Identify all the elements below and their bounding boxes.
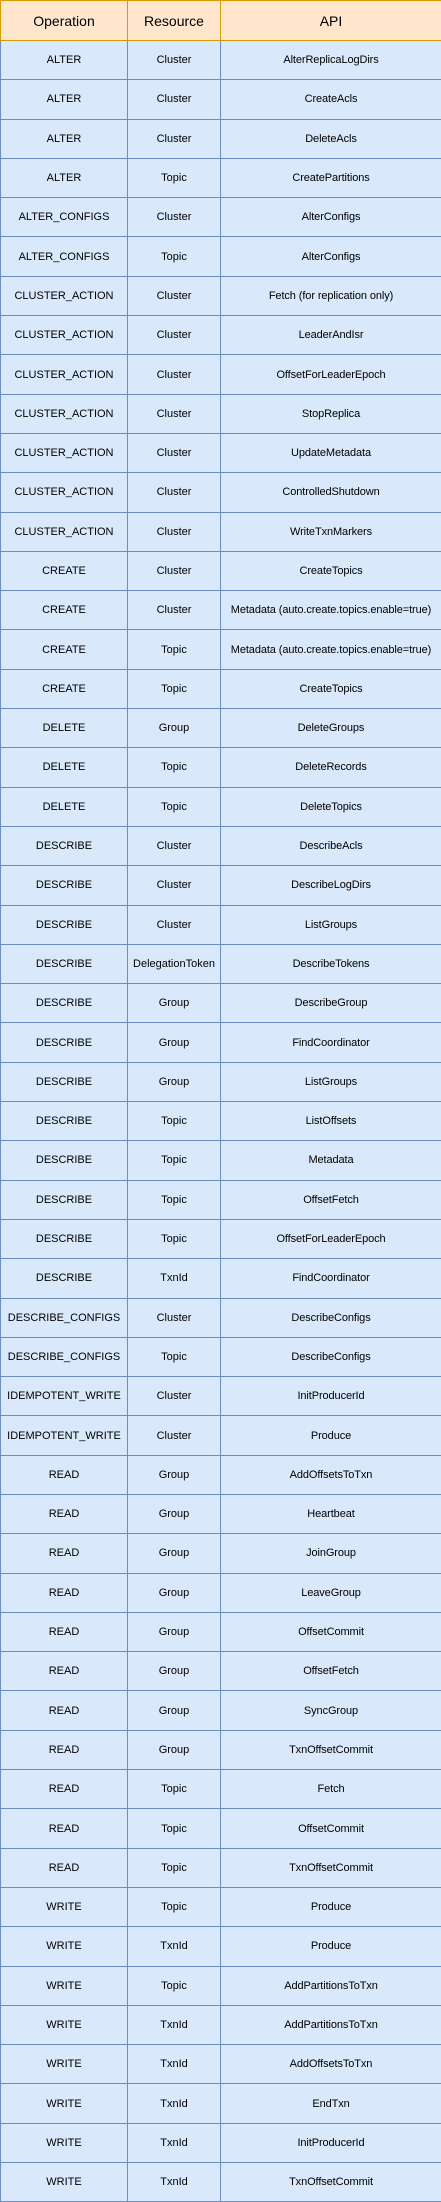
- resource-cell: Topic: [128, 1770, 221, 1809]
- api-cell: LeaveGroup: [221, 1573, 441, 1612]
- api-cell: OffsetCommit: [221, 1809, 441, 1848]
- table-row: [1, 1102, 441, 1141]
- table-row: [1, 1887, 441, 1926]
- api-cell: DescribeLogDirs: [221, 866, 441, 905]
- api-cell: InitProducerId: [221, 1377, 441, 1416]
- api-cell: DeleteAcls: [221, 119, 441, 158]
- table-row: [1, 1023, 441, 1062]
- table-row: [1, 198, 441, 237]
- operation-cell: CLUSTER_ACTION: [1, 316, 128, 355]
- operation-cell: CLUSTER_ACTION: [1, 355, 128, 394]
- operation-cell: DESCRIBE: [1, 1180, 128, 1219]
- operation-cell: CLUSTER_ACTION: [1, 433, 128, 472]
- table-row: [1, 1573, 441, 1612]
- operation-cell: DESCRIBE: [1, 1062, 128, 1101]
- resource-cell: Topic: [128, 787, 221, 826]
- operation-cell: READ: [1, 1730, 128, 1769]
- table-row: [1, 1062, 441, 1101]
- table-row: [1, 905, 441, 944]
- table-row: [1, 944, 441, 983]
- resource-cell: Group: [128, 1023, 221, 1062]
- resource-cell: Topic: [128, 1337, 221, 1376]
- resource-cell: TxnId: [128, 1927, 221, 1966]
- api-cell: CreateAcls: [221, 80, 441, 119]
- operation-cell: READ: [1, 1573, 128, 1612]
- resource-cell: Cluster: [128, 473, 221, 512]
- resource-cell: Topic: [128, 1966, 221, 2005]
- resource-cell: Topic: [128, 1887, 221, 1926]
- table-row: [1, 433, 441, 472]
- resource-cell: Cluster: [128, 551, 221, 590]
- resource-cell: Group: [128, 984, 221, 1023]
- api-cell: ListGroups: [221, 905, 441, 944]
- table-row: [1, 394, 441, 433]
- api-cell: AddPartitionsToTxn: [221, 2005, 441, 2044]
- operation-cell: WRITE: [1, 1966, 128, 2005]
- api-cell: DeleteRecords: [221, 748, 441, 787]
- header-api: API: [221, 1, 441, 41]
- operation-cell: ALTER: [1, 41, 128, 80]
- table-row: [1, 1416, 441, 1455]
- operation-cell: CLUSTER_ACTION: [1, 276, 128, 315]
- operation-cell: ALTER_CONFIGS: [1, 198, 128, 237]
- operation-cell: WRITE: [1, 2123, 128, 2162]
- header-row: [1, 1, 441, 41]
- resource-cell: Group: [128, 1534, 221, 1573]
- api-cell: AddPartitionsToTxn: [221, 1966, 441, 2005]
- table-row: [1, 2123, 441, 2162]
- operation-cell: DESCRIBE: [1, 1141, 128, 1180]
- resource-cell: Cluster: [128, 355, 221, 394]
- api-cell: AddOffsetsToTxn: [221, 2045, 441, 2084]
- table-row: [1, 591, 441, 630]
- operation-cell: ALTER: [1, 158, 128, 197]
- resource-cell: Group: [128, 1612, 221, 1651]
- resource-cell: Group: [128, 709, 221, 748]
- api-cell: DescribeConfigs: [221, 1298, 441, 1337]
- operation-cell: DELETE: [1, 709, 128, 748]
- table-row: [1, 1141, 441, 1180]
- table-header: [1, 1, 441, 41]
- resource-cell: Group: [128, 1062, 221, 1101]
- operation-cell: READ: [1, 1612, 128, 1651]
- table-row: [1, 826, 441, 865]
- table-row: [1, 1298, 441, 1337]
- resource-cell: Cluster: [128, 394, 221, 433]
- operation-cell: READ: [1, 1534, 128, 1573]
- resource-cell: Cluster: [128, 80, 221, 119]
- api-cell: DescribeGroup: [221, 984, 441, 1023]
- table-row: [1, 1534, 441, 1573]
- operation-cell: DESCRIBE: [1, 826, 128, 865]
- table-row: [1, 984, 441, 1023]
- operation-cell: READ: [1, 1848, 128, 1887]
- table-row: [1, 41, 441, 80]
- resource-cell: Cluster: [128, 591, 221, 630]
- resource-cell: Topic: [128, 158, 221, 197]
- api-cell: DescribeAcls: [221, 826, 441, 865]
- table-row: [1, 1848, 441, 1887]
- api-cell: TxnOffsetCommit: [221, 2163, 441, 2202]
- api-cell: AlterReplicaLogDirs: [221, 41, 441, 80]
- operation-cell: CREATE: [1, 669, 128, 708]
- resource-cell: Topic: [128, 669, 221, 708]
- table-row: [1, 1730, 441, 1769]
- resource-cell: Cluster: [128, 1377, 221, 1416]
- api-cell: ControlledShutdown: [221, 473, 441, 512]
- api-cell: EndTxn: [221, 2084, 441, 2123]
- resource-cell: Cluster: [128, 433, 221, 472]
- api-cell: OffsetForLeaderEpoch: [221, 1219, 441, 1258]
- operation-cell: CLUSTER_ACTION: [1, 512, 128, 551]
- table-row: [1, 1770, 441, 1809]
- operation-cell: DESCRIBE: [1, 1023, 128, 1062]
- operation-cell: DESCRIBE: [1, 944, 128, 983]
- api-cell: OffsetForLeaderEpoch: [221, 355, 441, 394]
- resource-cell: Cluster: [128, 276, 221, 315]
- resource-cell: Cluster: [128, 905, 221, 944]
- api-cell: DeleteTopics: [221, 787, 441, 826]
- api-cell: Fetch (for replication only): [221, 276, 441, 315]
- resource-cell: TxnId: [128, 2163, 221, 2202]
- header-operation: Operation: [1, 1, 128, 41]
- table-row: [1, 119, 441, 158]
- api-cell: Produce: [221, 1416, 441, 1455]
- operation-cell: CLUSTER_ACTION: [1, 473, 128, 512]
- resource-cell: Cluster: [128, 1298, 221, 1337]
- operation-cell: CLUSTER_ACTION: [1, 394, 128, 433]
- resource-cell: Cluster: [128, 866, 221, 905]
- operation-cell: WRITE: [1, 1887, 128, 1926]
- resource-cell: TxnId: [128, 2084, 221, 2123]
- table-row: [1, 512, 441, 551]
- table-row: [1, 630, 441, 669]
- operation-cell: CREATE: [1, 591, 128, 630]
- table-row: [1, 80, 441, 119]
- table-row: [1, 1377, 441, 1416]
- api-cell: AddOffsetsToTxn: [221, 1455, 441, 1494]
- resource-cell: Cluster: [128, 1416, 221, 1455]
- resource-cell: Topic: [128, 1848, 221, 1887]
- operation-cell: CREATE: [1, 551, 128, 590]
- resource-cell: Cluster: [128, 119, 221, 158]
- resource-cell: Topic: [128, 1180, 221, 1219]
- operation-cell: DESCRIBE_CONFIGS: [1, 1337, 128, 1376]
- api-cell: JoinGroup: [221, 1534, 441, 1573]
- resource-cell: Cluster: [128, 41, 221, 80]
- api-cell: AlterConfigs: [221, 237, 441, 276]
- api-cell: LeaderAndIsr: [221, 316, 441, 355]
- api-cell: UpdateMetadata: [221, 433, 441, 472]
- operation-cell: READ: [1, 1455, 128, 1494]
- resource-cell: Topic: [128, 1809, 221, 1848]
- api-cell: OffsetCommit: [221, 1612, 441, 1651]
- operation-cell: DESCRIBE: [1, 984, 128, 1023]
- api-cell: TxnOffsetCommit: [221, 1730, 441, 1769]
- resource-cell: Cluster: [128, 316, 221, 355]
- table-row: [1, 551, 441, 590]
- api-cell: AlterConfigs: [221, 198, 441, 237]
- table-row: [1, 2163, 441, 2202]
- table-row: [1, 158, 441, 197]
- table-row: [1, 1691, 441, 1730]
- api-cell: Heartbeat: [221, 1494, 441, 1533]
- table-row: [1, 1494, 441, 1533]
- operation-cell: DESCRIBE: [1, 905, 128, 944]
- resource-cell: Cluster: [128, 512, 221, 551]
- api-cell: ListGroups: [221, 1062, 441, 1101]
- api-cell: OffsetFetch: [221, 1180, 441, 1219]
- api-cell: TxnOffsetCommit: [221, 1848, 441, 1887]
- resource-cell: Topic: [128, 1141, 221, 1180]
- resource-cell: TxnId: [128, 2045, 221, 2084]
- api-cell: SyncGroup: [221, 1691, 441, 1730]
- table-row: [1, 709, 441, 748]
- operation-cell: WRITE: [1, 2045, 128, 2084]
- operation-cell: WRITE: [1, 2005, 128, 2044]
- table-row: [1, 866, 441, 905]
- resource-cell: TxnId: [128, 2005, 221, 2044]
- resource-cell: Group: [128, 1730, 221, 1769]
- table-row: [1, 669, 441, 708]
- api-cell: Metadata (auto.create.topics.enable=true): [221, 630, 441, 669]
- operation-cell: DESCRIBE: [1, 1259, 128, 1298]
- api-cell: StopReplica: [221, 394, 441, 433]
- resource-cell: Group: [128, 1652, 221, 1691]
- operation-cell: IDEMPOTENT_WRITE: [1, 1416, 128, 1455]
- resource-cell: TxnId: [128, 1259, 221, 1298]
- table-row: [1, 2084, 441, 2123]
- resource-cell: Cluster: [128, 826, 221, 865]
- table-row: [1, 1455, 441, 1494]
- resource-cell: Group: [128, 1691, 221, 1730]
- operation-cell: DESCRIBE: [1, 1102, 128, 1141]
- operation-cell: DELETE: [1, 748, 128, 787]
- api-cell: WriteTxnMarkers: [221, 512, 441, 551]
- resource-cell: Topic: [128, 1102, 221, 1141]
- resource-cell: Group: [128, 1573, 221, 1612]
- api-cell: OffsetFetch: [221, 1652, 441, 1691]
- resource-cell: Cluster: [128, 198, 221, 237]
- resource-cell: Group: [128, 1455, 221, 1494]
- resource-cell: Topic: [128, 630, 221, 669]
- table-row: [1, 1809, 441, 1848]
- table-row: [1, 1927, 441, 1966]
- api-cell: DeleteGroups: [221, 709, 441, 748]
- table-row: [1, 316, 441, 355]
- api-cell: CreateTopics: [221, 669, 441, 708]
- operation-cell: WRITE: [1, 1927, 128, 1966]
- operation-cell: READ: [1, 1494, 128, 1533]
- table-row: [1, 237, 441, 276]
- api-cell: DescribeTokens: [221, 944, 441, 983]
- operation-cell: WRITE: [1, 2084, 128, 2123]
- operation-cell: ALTER: [1, 80, 128, 119]
- api-cell: FindCoordinator: [221, 1259, 441, 1298]
- table-row: [1, 748, 441, 787]
- operation-cell: READ: [1, 1770, 128, 1809]
- table-row: [1, 1180, 441, 1219]
- resource-cell: Group: [128, 1494, 221, 1533]
- operation-cell: ALTER: [1, 119, 128, 158]
- table-row: [1, 1966, 441, 2005]
- table-row: [1, 355, 441, 394]
- table-row: [1, 1219, 441, 1258]
- resource-cell: Topic: [128, 1219, 221, 1258]
- resource-cell: Topic: [128, 237, 221, 276]
- operation-cell: DELETE: [1, 787, 128, 826]
- api-cell: CreateTopics: [221, 551, 441, 590]
- operation-cell: DESCRIBE_CONFIGS: [1, 1298, 128, 1337]
- operation-cell: WRITE: [1, 2163, 128, 2202]
- operation-cell: DESCRIBE: [1, 866, 128, 905]
- table-row: [1, 2005, 441, 2044]
- table-row: [1, 473, 441, 512]
- api-cell: DescribeConfigs: [221, 1337, 441, 1376]
- table-body: [1, 41, 441, 2202]
- operation-cell: CREATE: [1, 630, 128, 669]
- operation-cell: IDEMPOTENT_WRITE: [1, 1377, 128, 1416]
- table-row: [1, 276, 441, 315]
- table-row: [1, 1337, 441, 1376]
- operation-cell: READ: [1, 1809, 128, 1848]
- api-cell: ListOffsets: [221, 1102, 441, 1141]
- resource-cell: DelegationToken: [128, 944, 221, 983]
- api-cell: Metadata (auto.create.topics.enable=true): [221, 591, 441, 630]
- table-row: [1, 1259, 441, 1298]
- resource-cell: TxnId: [128, 2123, 221, 2162]
- operation-cell: READ: [1, 1652, 128, 1691]
- table-row: [1, 1652, 441, 1691]
- table-row: [1, 2045, 441, 2084]
- header-resource: Resource: [128, 1, 221, 41]
- api-cell: CreatePartitions: [221, 158, 441, 197]
- api-cell: Fetch: [221, 1770, 441, 1809]
- resource-cell: Topic: [128, 748, 221, 787]
- api-cell: Produce: [221, 1927, 441, 1966]
- api-cell: FindCoordinator: [221, 1023, 441, 1062]
- table-row: [1, 1612, 441, 1651]
- operation-cell: ALTER_CONFIGS: [1, 237, 128, 276]
- operation-cell: READ: [1, 1691, 128, 1730]
- api-cell: Produce: [221, 1887, 441, 1926]
- table-row: [1, 787, 441, 826]
- operation-cell: DESCRIBE: [1, 1219, 128, 1258]
- api-cell: InitProducerId: [221, 2123, 441, 2162]
- api-cell: Metadata: [221, 1141, 441, 1180]
